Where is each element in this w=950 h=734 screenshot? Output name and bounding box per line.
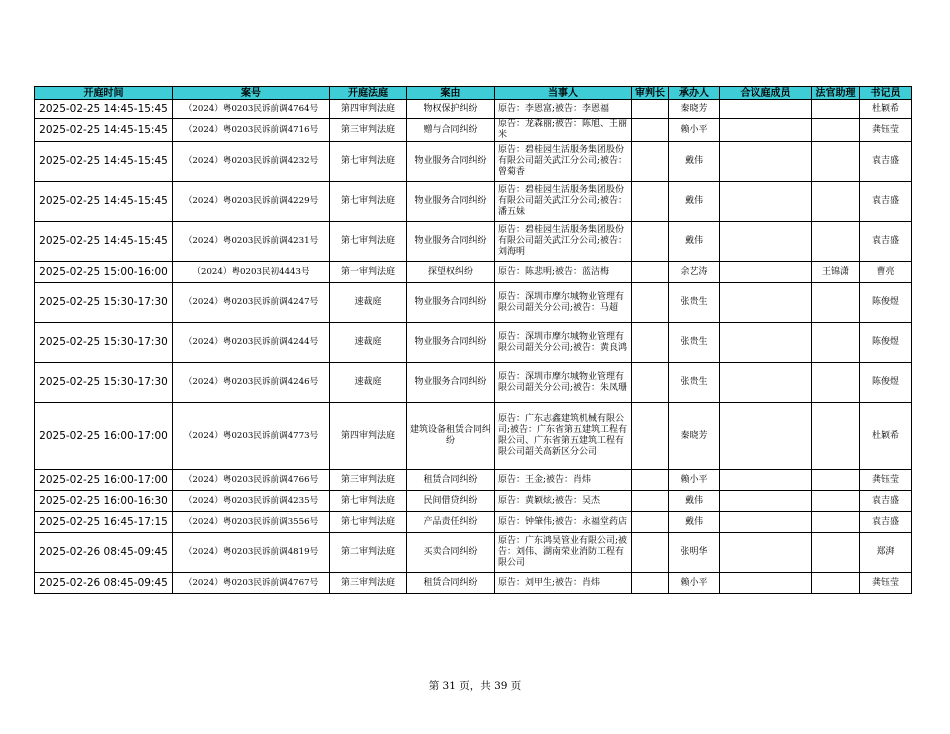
cell-cause: 物业服务合同纠纷 bbox=[407, 222, 495, 262]
cell-handler: 戴伟 bbox=[669, 182, 720, 222]
cell-parties: 原告：钟肇伟;被告：永福堂药店 bbox=[495, 512, 632, 533]
cell-case: （2024）粤0203民诉前调4716号 bbox=[173, 119, 330, 142]
cell-presiding bbox=[632, 512, 669, 533]
table-row bbox=[35, 119, 912, 142]
table-row bbox=[35, 262, 912, 283]
cell-clerk: 杜颖希 bbox=[860, 403, 912, 470]
cell-parties: 原告：广东鸿昊管业有限公司;被告：刘伟、湖南荣业消防工程有限公司 bbox=[495, 533, 632, 573]
cell-time: 2025-02-25 15:00-16:00 bbox=[35, 262, 173, 283]
column-header-panel: 合议庭成员 bbox=[720, 87, 812, 100]
page-footer: 第 31 页，共 39 页 bbox=[428, 680, 522, 692]
cell-clerk: 袁吉盛 bbox=[860, 222, 912, 262]
cell-case: （2024）粤0203民诉前调4819号 bbox=[173, 533, 330, 573]
cell-handler: 赖小平 bbox=[669, 573, 720, 594]
cell-parties: 原告：李恩富;被告：李恩福 bbox=[495, 100, 632, 119]
cell-clerk: 陈俊煜 bbox=[860, 363, 912, 403]
cell-cause: 租赁合同纠纷 bbox=[407, 470, 495, 491]
cell-time: 2025-02-25 14:45-15:45 bbox=[35, 182, 173, 222]
table-row bbox=[35, 222, 912, 262]
cell-time: 2025-02-25 16:00-16:30 bbox=[35, 491, 173, 512]
cell-panel bbox=[720, 323, 812, 363]
cell-handler: 张明华 bbox=[669, 533, 720, 573]
cell-case: （2024）粤0203民诉前调4767号 bbox=[173, 573, 330, 594]
cell-case: （2024）粤0203民诉前调4244号 bbox=[173, 323, 330, 363]
cell-assistant bbox=[812, 573, 860, 594]
cell-parties: 原告：王金;被告：肖炜 bbox=[495, 470, 632, 491]
cell-clerk: 曹亮 bbox=[860, 262, 912, 283]
cell-court: 速裁庭 bbox=[330, 283, 407, 323]
cell-case: （2024）粤0203民诉前调3556号 bbox=[173, 512, 330, 533]
cell-time: 2025-02-25 14:45-15:45 bbox=[35, 119, 173, 142]
cell-presiding bbox=[632, 100, 669, 119]
cell-assistant bbox=[812, 403, 860, 470]
cell-cause: 建筑设备租赁合同纠纷 bbox=[407, 403, 495, 470]
table-row bbox=[35, 533, 912, 573]
cell-court: 速裁庭 bbox=[330, 363, 407, 403]
cell-handler: 张贵生 bbox=[669, 323, 720, 363]
cell-parties: 原告：龙森丽;被告：陈旭、王丽米 bbox=[495, 119, 632, 142]
cell-assistant bbox=[812, 100, 860, 119]
cell-time: 2025-02-25 16:00-17:00 bbox=[35, 470, 173, 491]
cell-panel bbox=[720, 100, 812, 119]
cell-presiding bbox=[632, 363, 669, 403]
cell-handler: 戴伟 bbox=[669, 512, 720, 533]
column-header-presiding: 审判长 bbox=[632, 87, 669, 100]
cell-case: （2024）粤0203民初4443号 bbox=[173, 262, 330, 283]
cell-assistant bbox=[812, 222, 860, 262]
cell-presiding bbox=[632, 491, 669, 512]
cell-panel bbox=[720, 182, 812, 222]
cell-parties: 原告：深圳市摩尔城物业管理有限公司韶关分公司;被告：马超 bbox=[495, 283, 632, 323]
cell-panel bbox=[720, 533, 812, 573]
cell-case: （2024）粤0203民诉前调4766号 bbox=[173, 470, 330, 491]
cell-parties: 原告：刘甲生;被告：肖炜 bbox=[495, 573, 632, 594]
cell-assistant bbox=[812, 323, 860, 363]
cell-assistant bbox=[812, 283, 860, 323]
table-row bbox=[35, 283, 912, 323]
column-header-parties: 当事人 bbox=[495, 87, 632, 100]
cell-cause: 租赁合同纠纷 bbox=[407, 573, 495, 594]
table-row bbox=[35, 142, 912, 182]
column-header-court: 开庭法庭 bbox=[330, 87, 407, 100]
cell-handler: 赖小平 bbox=[669, 119, 720, 142]
cell-cause: 探望权纠纷 bbox=[407, 262, 495, 283]
cell-handler: 秦晓芳 bbox=[669, 403, 720, 470]
cell-court: 第七审判法庭 bbox=[330, 182, 407, 222]
cell-cause: 物业服务合同纠纷 bbox=[407, 142, 495, 182]
cell-time: 2025-02-25 14:45-15:45 bbox=[35, 100, 173, 119]
cell-handler: 戴伟 bbox=[669, 491, 720, 512]
cell-clerk: 陈俊煜 bbox=[860, 283, 912, 323]
cell-time: 2025-02-25 14:45-15:45 bbox=[35, 142, 173, 182]
cell-assistant bbox=[812, 491, 860, 512]
cell-cause: 物业服务合同纠纷 bbox=[407, 182, 495, 222]
cell-handler: 秦晓芳 bbox=[669, 100, 720, 119]
column-header-case: 案号 bbox=[173, 87, 330, 100]
cell-panel bbox=[720, 119, 812, 142]
cell-court: 第七审判法庭 bbox=[330, 142, 407, 182]
cell-handler: 余艺涛 bbox=[669, 262, 720, 283]
cell-panel bbox=[720, 491, 812, 512]
cell-time: 2025-02-25 16:45-17:15 bbox=[35, 512, 173, 533]
cell-case: （2024）粤0203民诉前调4232号 bbox=[173, 142, 330, 182]
cell-case: （2024）粤0203民诉前调4246号 bbox=[173, 363, 330, 403]
cell-assistant bbox=[812, 533, 860, 573]
cell-court: 第四审判法庭 bbox=[330, 100, 407, 119]
cell-court: 第四审判法庭 bbox=[330, 403, 407, 470]
cell-case: （2024）粤0203民诉前调4229号 bbox=[173, 182, 330, 222]
cell-presiding bbox=[632, 283, 669, 323]
table-row bbox=[35, 491, 912, 512]
cell-panel bbox=[720, 142, 812, 182]
cell-court: 第三审判法庭 bbox=[330, 119, 407, 142]
table-row bbox=[35, 403, 912, 470]
cell-handler: 张贵生 bbox=[669, 283, 720, 323]
cell-handler: 赖小平 bbox=[669, 470, 720, 491]
cell-clerk: 郑湃 bbox=[860, 533, 912, 573]
table-row bbox=[35, 323, 912, 363]
cell-assistant bbox=[812, 119, 860, 142]
cell-clerk: 袁吉盛 bbox=[860, 142, 912, 182]
cell-presiding bbox=[632, 533, 669, 573]
cell-case: （2024）粤0203民诉前调4235号 bbox=[173, 491, 330, 512]
cell-cause: 买卖合同纠纷 bbox=[407, 533, 495, 573]
cell-presiding bbox=[632, 403, 669, 470]
cell-presiding bbox=[632, 142, 669, 182]
cell-parties: 原告：陈悲明;被告：蓝洁梅 bbox=[495, 262, 632, 283]
cell-clerk: 龚钰莹 bbox=[860, 470, 912, 491]
column-header-handler: 承办人 bbox=[669, 87, 720, 100]
cell-assistant: 王锦潇 bbox=[812, 262, 860, 283]
table-row bbox=[35, 100, 912, 119]
cell-presiding bbox=[632, 119, 669, 142]
column-header-assistant: 法官助理 bbox=[812, 87, 860, 100]
table-row bbox=[35, 573, 912, 594]
cell-panel bbox=[720, 262, 812, 283]
cell-time: 2025-02-25 15:30-17:30 bbox=[35, 363, 173, 403]
column-header-time: 开庭时间 bbox=[35, 87, 173, 100]
cell-case: （2024）粤0203民诉前调4247号 bbox=[173, 283, 330, 323]
cell-case: （2024）粤0203民诉前调4773号 bbox=[173, 403, 330, 470]
cell-assistant bbox=[812, 182, 860, 222]
cell-clerk: 袁吉盛 bbox=[860, 512, 912, 533]
cell-clerk: 杜颖希 bbox=[860, 100, 912, 119]
cell-presiding bbox=[632, 573, 669, 594]
cell-presiding bbox=[632, 262, 669, 283]
cell-assistant bbox=[812, 363, 860, 403]
cell-cause: 民间借贷纠纷 bbox=[407, 491, 495, 512]
cell-court: 第一审判法庭 bbox=[330, 262, 407, 283]
table-row bbox=[35, 512, 912, 533]
cell-presiding bbox=[632, 182, 669, 222]
cell-time: 2025-02-25 15:30-17:30 bbox=[35, 323, 173, 363]
cell-parties: 原告：广东志鑫建筑机械有限公司;被告：广东省第五建筑工程有限公司、广东省第五建筑工程有限公司韶关高新区分公司 bbox=[495, 403, 632, 470]
cell-court: 第二审判法庭 bbox=[330, 533, 407, 573]
cell-parties: 原告：碧桂园生活服务集团股份有限公司韶关武江分公司;被告：潘五妹 bbox=[495, 182, 632, 222]
cell-court: 第七审判法庭 bbox=[330, 491, 407, 512]
cell-presiding bbox=[632, 323, 669, 363]
table-body bbox=[35, 100, 912, 594]
table-row bbox=[35, 363, 912, 403]
cell-cause: 赠与合同纠纷 bbox=[407, 119, 495, 142]
cell-time: 2025-02-26 08:45-09:45 bbox=[35, 573, 173, 594]
cell-parties: 原告：碧桂园生活服务集团股份有限公司韶关武江分公司;被告：刘海明 bbox=[495, 222, 632, 262]
cell-panel bbox=[720, 222, 812, 262]
cell-handler: 张贵生 bbox=[669, 363, 720, 403]
cell-presiding bbox=[632, 470, 669, 491]
cell-cause: 物业服务合同纠纷 bbox=[407, 363, 495, 403]
cell-parties: 原告：深圳市摩尔城物业管理有限公司韶关分公司;被告：朱凤珊 bbox=[495, 363, 632, 403]
cell-time: 2025-02-25 16:00-17:00 bbox=[35, 403, 173, 470]
cell-clerk: 龚钰莹 bbox=[860, 573, 912, 594]
cell-time: 2025-02-25 15:30-17:30 bbox=[35, 283, 173, 323]
cell-cause: 物业服务合同纠纷 bbox=[407, 283, 495, 323]
cell-panel bbox=[720, 470, 812, 491]
cell-parties: 原告：深圳市摩尔城物业管理有限公司韶关分公司;被告：黄良鸿 bbox=[495, 323, 632, 363]
table-row bbox=[35, 182, 912, 222]
table-header-row bbox=[35, 87, 912, 100]
cell-panel bbox=[720, 363, 812, 403]
column-header-clerk: 书记员 bbox=[860, 87, 912, 100]
cell-case: （2024）粤0203民诉前调4231号 bbox=[173, 222, 330, 262]
column-header-cause: 案由 bbox=[407, 87, 495, 100]
cell-court: 速裁庭 bbox=[330, 323, 407, 363]
cell-panel bbox=[720, 283, 812, 323]
cell-assistant bbox=[812, 470, 860, 491]
cell-clerk: 袁吉盛 bbox=[860, 182, 912, 222]
cell-parties: 原告：碧桂园生活服务集团股份有限公司韶关武江分公司;被告：曾菊香 bbox=[495, 142, 632, 182]
cell-court: 第七审判法庭 bbox=[330, 512, 407, 533]
cell-handler: 戴伟 bbox=[669, 142, 720, 182]
cell-clerk: 袁吉盛 bbox=[860, 491, 912, 512]
cell-handler: 戴伟 bbox=[669, 222, 720, 262]
cell-clerk: 陈俊煜 bbox=[860, 323, 912, 363]
cell-panel bbox=[720, 403, 812, 470]
cell-time: 2025-02-25 14:45-15:45 bbox=[35, 222, 173, 262]
table-row bbox=[35, 470, 912, 491]
cell-clerk: 龚钰莹 bbox=[860, 119, 912, 142]
cell-case: （2024）粤0203民诉前调4764号 bbox=[173, 100, 330, 119]
cell-time: 2025-02-26 08:45-09:45 bbox=[35, 533, 173, 573]
cell-court: 第三审判法庭 bbox=[330, 470, 407, 491]
cell-court: 第三审判法庭 bbox=[330, 573, 407, 594]
hearing-schedule-table bbox=[34, 86, 912, 594]
cell-cause: 物权保护纠纷 bbox=[407, 100, 495, 119]
cell-court: 第七审判法庭 bbox=[330, 222, 407, 262]
cell-assistant bbox=[812, 512, 860, 533]
cell-parties: 原告：黄颖炫;被告：吴杰 bbox=[495, 491, 632, 512]
cell-assistant bbox=[812, 142, 860, 182]
cell-cause: 产品责任纠纷 bbox=[407, 512, 495, 533]
cell-panel bbox=[720, 573, 812, 594]
cell-panel bbox=[720, 512, 812, 533]
cell-cause: 物业服务合同纠纷 bbox=[407, 323, 495, 363]
cell-presiding bbox=[632, 222, 669, 262]
